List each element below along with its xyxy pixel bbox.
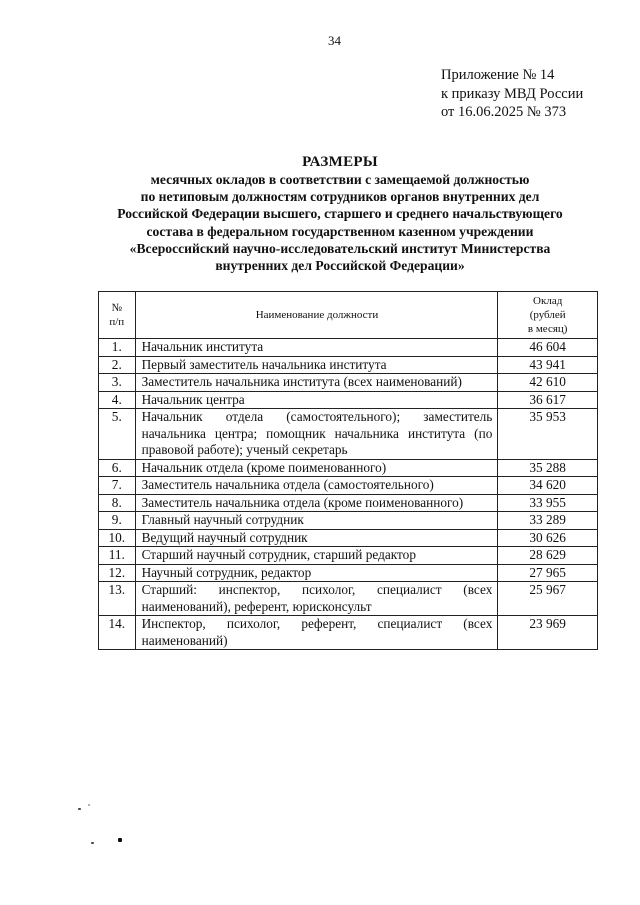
table-row — [99, 339, 598, 357]
page-number: 34 — [328, 33, 341, 48]
row-salary: 35 953 — [498, 409, 598, 460]
row-position: Начальник центра — [135, 391, 498, 409]
table-row — [99, 512, 598, 530]
row-number: 4. — [99, 391, 136, 409]
row-position: Начальник отдела (самостоятельного); заместитель начальника центра; помощник начальника института (по правовой работе); ученый секретарь — [135, 409, 498, 460]
row-position: Начальник отдела (кроме поименованного) — [135, 459, 498, 477]
row-salary: 23 969 — [498, 616, 598, 650]
row-salary: 33 955 — [498, 494, 598, 512]
row-position: Начальник института — [135, 339, 498, 357]
row-number: 11. — [99, 547, 136, 565]
title-line: «Всероссийский научно-исследовательский институт Министерства — [129, 240, 551, 256]
table-row — [99, 356, 598, 374]
table-row — [99, 616, 598, 650]
appendix-order-date: от 16.06.2025 № 373 — [441, 104, 567, 120]
table-row — [99, 494, 598, 512]
row-number: 6. — [99, 459, 136, 477]
row-position: Заместитель начальника отдела (самостоятельного) — [135, 477, 498, 495]
header-number: № п/п — [99, 292, 136, 339]
header-salary: Оклад (рублей в месяц) — [498, 292, 598, 339]
row-number: 12. — [99, 564, 136, 582]
table-row — [99, 529, 598, 547]
title-line: по нетиповым должностям сотрудников органов внутренних дел — [140, 189, 540, 205]
appendix-header — [441, 66, 583, 122]
row-salary: 42 610 — [498, 374, 598, 392]
row-position: Заместитель начальника института (всех наименований) — [135, 374, 498, 392]
row-salary: 25 967 — [498, 582, 598, 616]
row-position: Научный сотрудник, редактор — [135, 564, 498, 582]
row-position: Инспектор, психолог, референт, специалист (всех наименований) — [135, 616, 498, 650]
row-position: Главный научный сотрудник — [135, 512, 498, 530]
table-row — [99, 409, 598, 460]
table-row — [99, 564, 598, 582]
row-number: 7. — [99, 477, 136, 495]
row-salary: 43 941 — [498, 356, 598, 374]
title-line: внутренних дел Российской Федерации» — [215, 258, 465, 274]
row-position: Старший научный сотрудник, старший редактор — [135, 547, 498, 565]
scan-speck — [118, 838, 122, 842]
table-header-row — [99, 292, 598, 339]
table-row — [99, 374, 598, 392]
appendix-number: Приложение № 14 — [441, 67, 555, 83]
row-number: 13. — [99, 582, 136, 616]
table-row — [99, 582, 598, 616]
scan-speck — [88, 804, 90, 806]
row-number: 8. — [99, 494, 136, 512]
row-salary: 30 626 — [498, 529, 598, 547]
row-number: 1. — [99, 339, 136, 357]
table-row — [99, 477, 598, 495]
title-line: состава в федеральном государственном казенном учреждении — [146, 223, 534, 239]
table-row — [99, 459, 598, 477]
title-line: Российской Федерации высшего, старшего и среднего начальствующего — [117, 206, 563, 222]
row-number: 14. — [99, 616, 136, 650]
row-salary: 36 617 — [498, 391, 598, 409]
document-title — [60, 154, 620, 274]
salary-table — [98, 291, 598, 650]
row-number: 10. — [99, 529, 136, 547]
row-number: 2. — [99, 356, 136, 374]
row-position: Ведущий научный сотрудник — [135, 529, 498, 547]
title-main: РАЗМЕРЫ — [302, 154, 378, 170]
row-position: Первый заместитель начальника института — [135, 356, 498, 374]
table-row — [99, 391, 598, 409]
scan-speck — [78, 808, 81, 810]
row-salary: 33 289 — [498, 512, 598, 530]
appendix-order-ref: к приказу МВД России — [441, 85, 584, 102]
row-number: 5. — [99, 409, 136, 460]
row-position: Заместитель начальника отдела (кроме поименованного) — [135, 494, 498, 512]
row-salary: 27 965 — [498, 564, 598, 582]
row-salary: 46 604 — [498, 339, 598, 357]
table-row — [99, 547, 598, 565]
row-position: Старший: инспектор, психолог, специалист (всех наименований), референт, юрисконсульт — [135, 582, 498, 616]
row-number: 3. — [99, 374, 136, 392]
title-subtitle — [60, 171, 620, 274]
title-line: месячных окладов в соответствии с замещаемой должностью — [150, 172, 530, 187]
row-salary: 34 620 — [498, 477, 598, 495]
scan-speck — [91, 842, 94, 844]
row-salary: 28 629 — [498, 547, 598, 565]
row-salary: 35 288 — [498, 459, 598, 477]
row-number: 9. — [99, 512, 136, 530]
header-position-name: Наименование должности — [135, 292, 498, 339]
